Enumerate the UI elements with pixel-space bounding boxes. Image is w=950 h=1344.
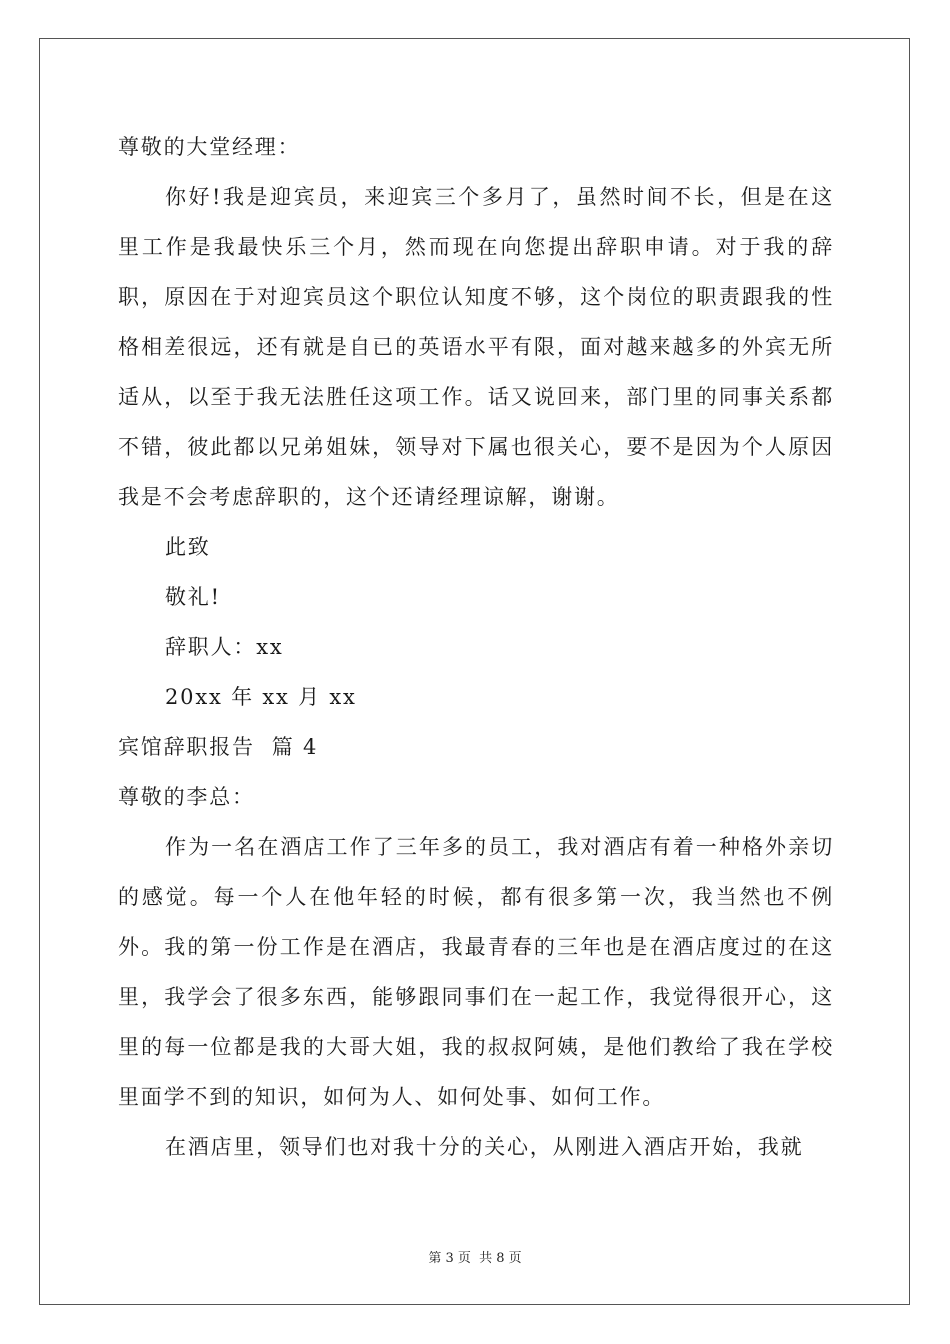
letter1-salutation: 尊敬的大堂经理： — [118, 135, 301, 159]
letter1-signature: 辞职人：xx — [165, 635, 284, 659]
letter1-closing-1: 此致 — [165, 535, 211, 559]
letter2-salutation: 尊敬的李总： — [118, 785, 255, 809]
letter2-body-1: 作为一名在酒店工作了三年多的员工，我对酒店有着一种格外亲切的感觉。每一个人在他年轻的时候，都有很多第一次，我当然也不例外。我的第一份工作是在酒店，我最青春的三年也是在酒店度过的在这里，我学会了很多东西，能够跟同事们在一起工作，我觉得很开心，这里的每一位都是我的大哥大姐，我的叔叔阿姨，是他们教给了我在学校里面学不到的知识，如何为人、如何处事、如何工作。 — [118, 835, 834, 1109]
document-content — [118, 122, 834, 1172]
section-title: 宾馆辞职报告 篇 4 — [118, 735, 319, 759]
letter1-closing-2: 敬礼! — [165, 585, 221, 609]
page-footer — [0, 1247, 950, 1266]
page-total: 共 8 页 — [479, 1251, 522, 1266]
page-number: 第 3 页 — [428, 1251, 471, 1266]
letter1-body: 你好!我是迎宾员，来迎宾三个多月了，虽然时间不长，但是在这里工作是我最快乐三个月，然而现在向您提出辞职申请。对于我的辞职，原因在于对迎宾员这个职位认知度不够，这个岗位的职责跟我的性格相差很远，还有就是自已的英语水平有限，面对越来越多的外宾无所适从，以至于我无法胜任这项工作。话又说回来，部门里的同事关系都不错，彼此都以兄弟姐妹，领导对下属也很关心，要不是因为个人原因我是不会考虑辞职的，这个还请经理谅解，谢谢。 — [118, 185, 834, 509]
letter2-body-2: 在酒店里，领导们也对我十分的关心，从刚进入酒店开始，我就 — [165, 1135, 804, 1159]
letter1-date: 20xx 年 xx 月 xx — [165, 685, 357, 709]
